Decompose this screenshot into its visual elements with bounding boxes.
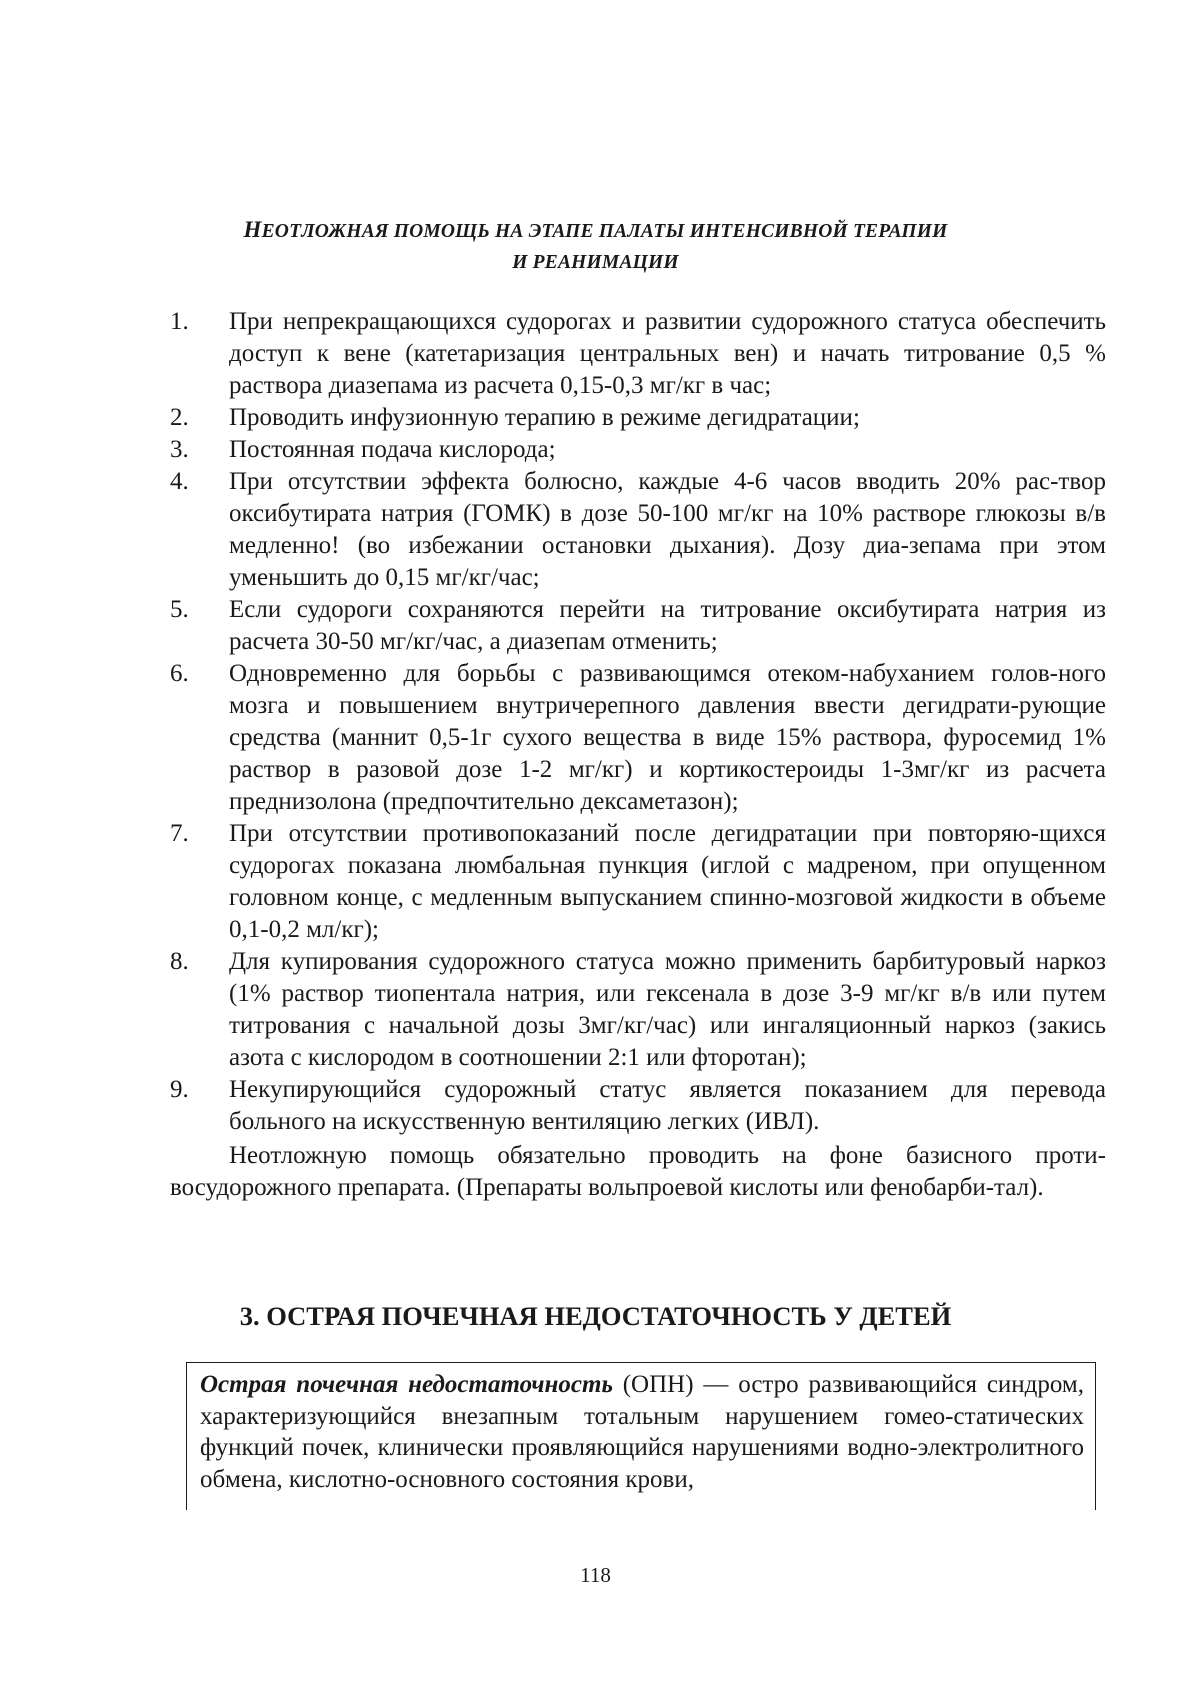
emergency-steps-list [170, 306, 1106, 1138]
list-item-number: 3. [170, 436, 189, 463]
list-item [170, 434, 1106, 466]
list-item-number: 5. [170, 596, 189, 623]
list-item-number: 8. [170, 948, 189, 975]
list-item-number: 4. [170, 468, 189, 495]
list-item-text: Некупирующийся судорожный статус является показанием для перевода больного на искусственную вентиляцию легких (ИВЛ). [229, 1076, 1106, 1135]
list-item-number: 7. [170, 820, 189, 847]
list-item-text: Для купирования судорожного статуса можно применить барбитуровый наркоз (1% раствор тиопентала натрия, или гексенала в дозе 3-9 мг/кг в/в или путем титрования с начальной дозы 3мг/кг/час) или ингаляционный наркоз (закись азота с кислородом в соотношении 2:1 или фторотан); [229, 948, 1106, 1071]
section-heading: 3. ОСТРАЯ ПОЧЕЧНАЯ НЕДОСТАТОЧНОСТЬ У ДЕТЕЙ [239, 1301, 952, 1331]
definition-box [186, 1362, 1096, 1510]
subsection-heading [0, 214, 1191, 278]
note-paragraph: Неотложную помощь обязательно проводить на фоне базисного проти-восудорожного препарата. (Препараты вольпроевой кислоты или фенобарби-тал). [170, 1142, 1106, 1201]
list-item [170, 658, 1106, 818]
list-item-text: Одновременно для борьбы с развивающимся отеком-набуханием голов-ного мозга и повышением внутричерепного давления ввести дегидрати-рующие средства (маннит 0,5-1г сухого вещества в виде 15% раствора, фуросемид 1% раствор в разовой дозе 1-2 мг/кг) и кортикостероиды 1-3мг/кг из расчета преднизолона (предпочтительно дексаметазон); [229, 660, 1106, 815]
list-item [170, 402, 1106, 434]
list-item [170, 818, 1106, 946]
list-item [170, 594, 1106, 658]
list-item-number: 6. [170, 660, 189, 687]
list-item-number: 9. [170, 1076, 189, 1103]
list-item-text: При отсутствии эффекта болюсно, каждые 4-6 часов вводить 20% рас-твор оксибутирата натрия (ГОМК) в дозе 50-100 мг/кг на 10% растворе глюкозы в/в медленно! (во избежании остановки дыхания). Дозу диа-зепама при этом уменьшить до 0,15 мг/кг/час; [229, 468, 1106, 591]
list-item-text: При отсутствии противопоказаний после дегидратации при повторяю-щихся судорогах показана люмбальная пункция (иглой с мадреном, при опущенном головном конце, с медленным выпусканием спинно-мозговой жидкости в объеме 0,1-0,2 мл/кг); [229, 820, 1106, 943]
list-item-text: При непрекращающихся судорогах и развитии судорожного статуса обеспечить доступ к вене (катетаризация центральных вен) и начать титрование 0,5 % раствора диазепама из расчета 0,15-0,3 мг/кг в час; [229, 308, 1106, 399]
definition-term: Острая почечная недостаточность [200, 1371, 613, 1398]
list-item-text: Проводить инфузионную терапию в режиме дегидратации; [229, 404, 860, 431]
list-item [170, 466, 1106, 594]
list-item [170, 306, 1106, 402]
list-item [170, 1074, 1106, 1138]
definition-text: (ОПН) — остро развивающийся синдром, характеризующийся внезапным тотальным нарушением гомео-статических функций почек, клинически проявляющийся нарушениями водно-электролитного обмена, кислотно-основного состояния крови, [200, 1371, 1084, 1493]
subsection-heading-initial: Н [243, 217, 262, 242]
list-item-number: 2. [170, 404, 189, 431]
subsection-heading-line-2: И РЕАНИМАЦИИ [512, 252, 679, 273]
subsection-heading-line-1 [0, 214, 1191, 247]
page-number: 118 [580, 1563, 611, 1587]
list-item-number: 1. [170, 308, 189, 335]
list-item-text: Постоянная подача кислорода; [229, 436, 556, 463]
subsection-heading-line-1-text: ЕОТЛОЖНАЯ ПОМОЩЬ НА ЭТАПЕ ПАЛАТЫ ИНТЕНСИВНОЙ ТЕРАПИИ [261, 221, 948, 242]
list-item [170, 946, 1106, 1074]
list-item-text: Если судороги сохраняются перейти на титрование оксибутирата натрия из расчета 30-50 мг/кг/час, а диазепам отменить; [229, 596, 1106, 655]
